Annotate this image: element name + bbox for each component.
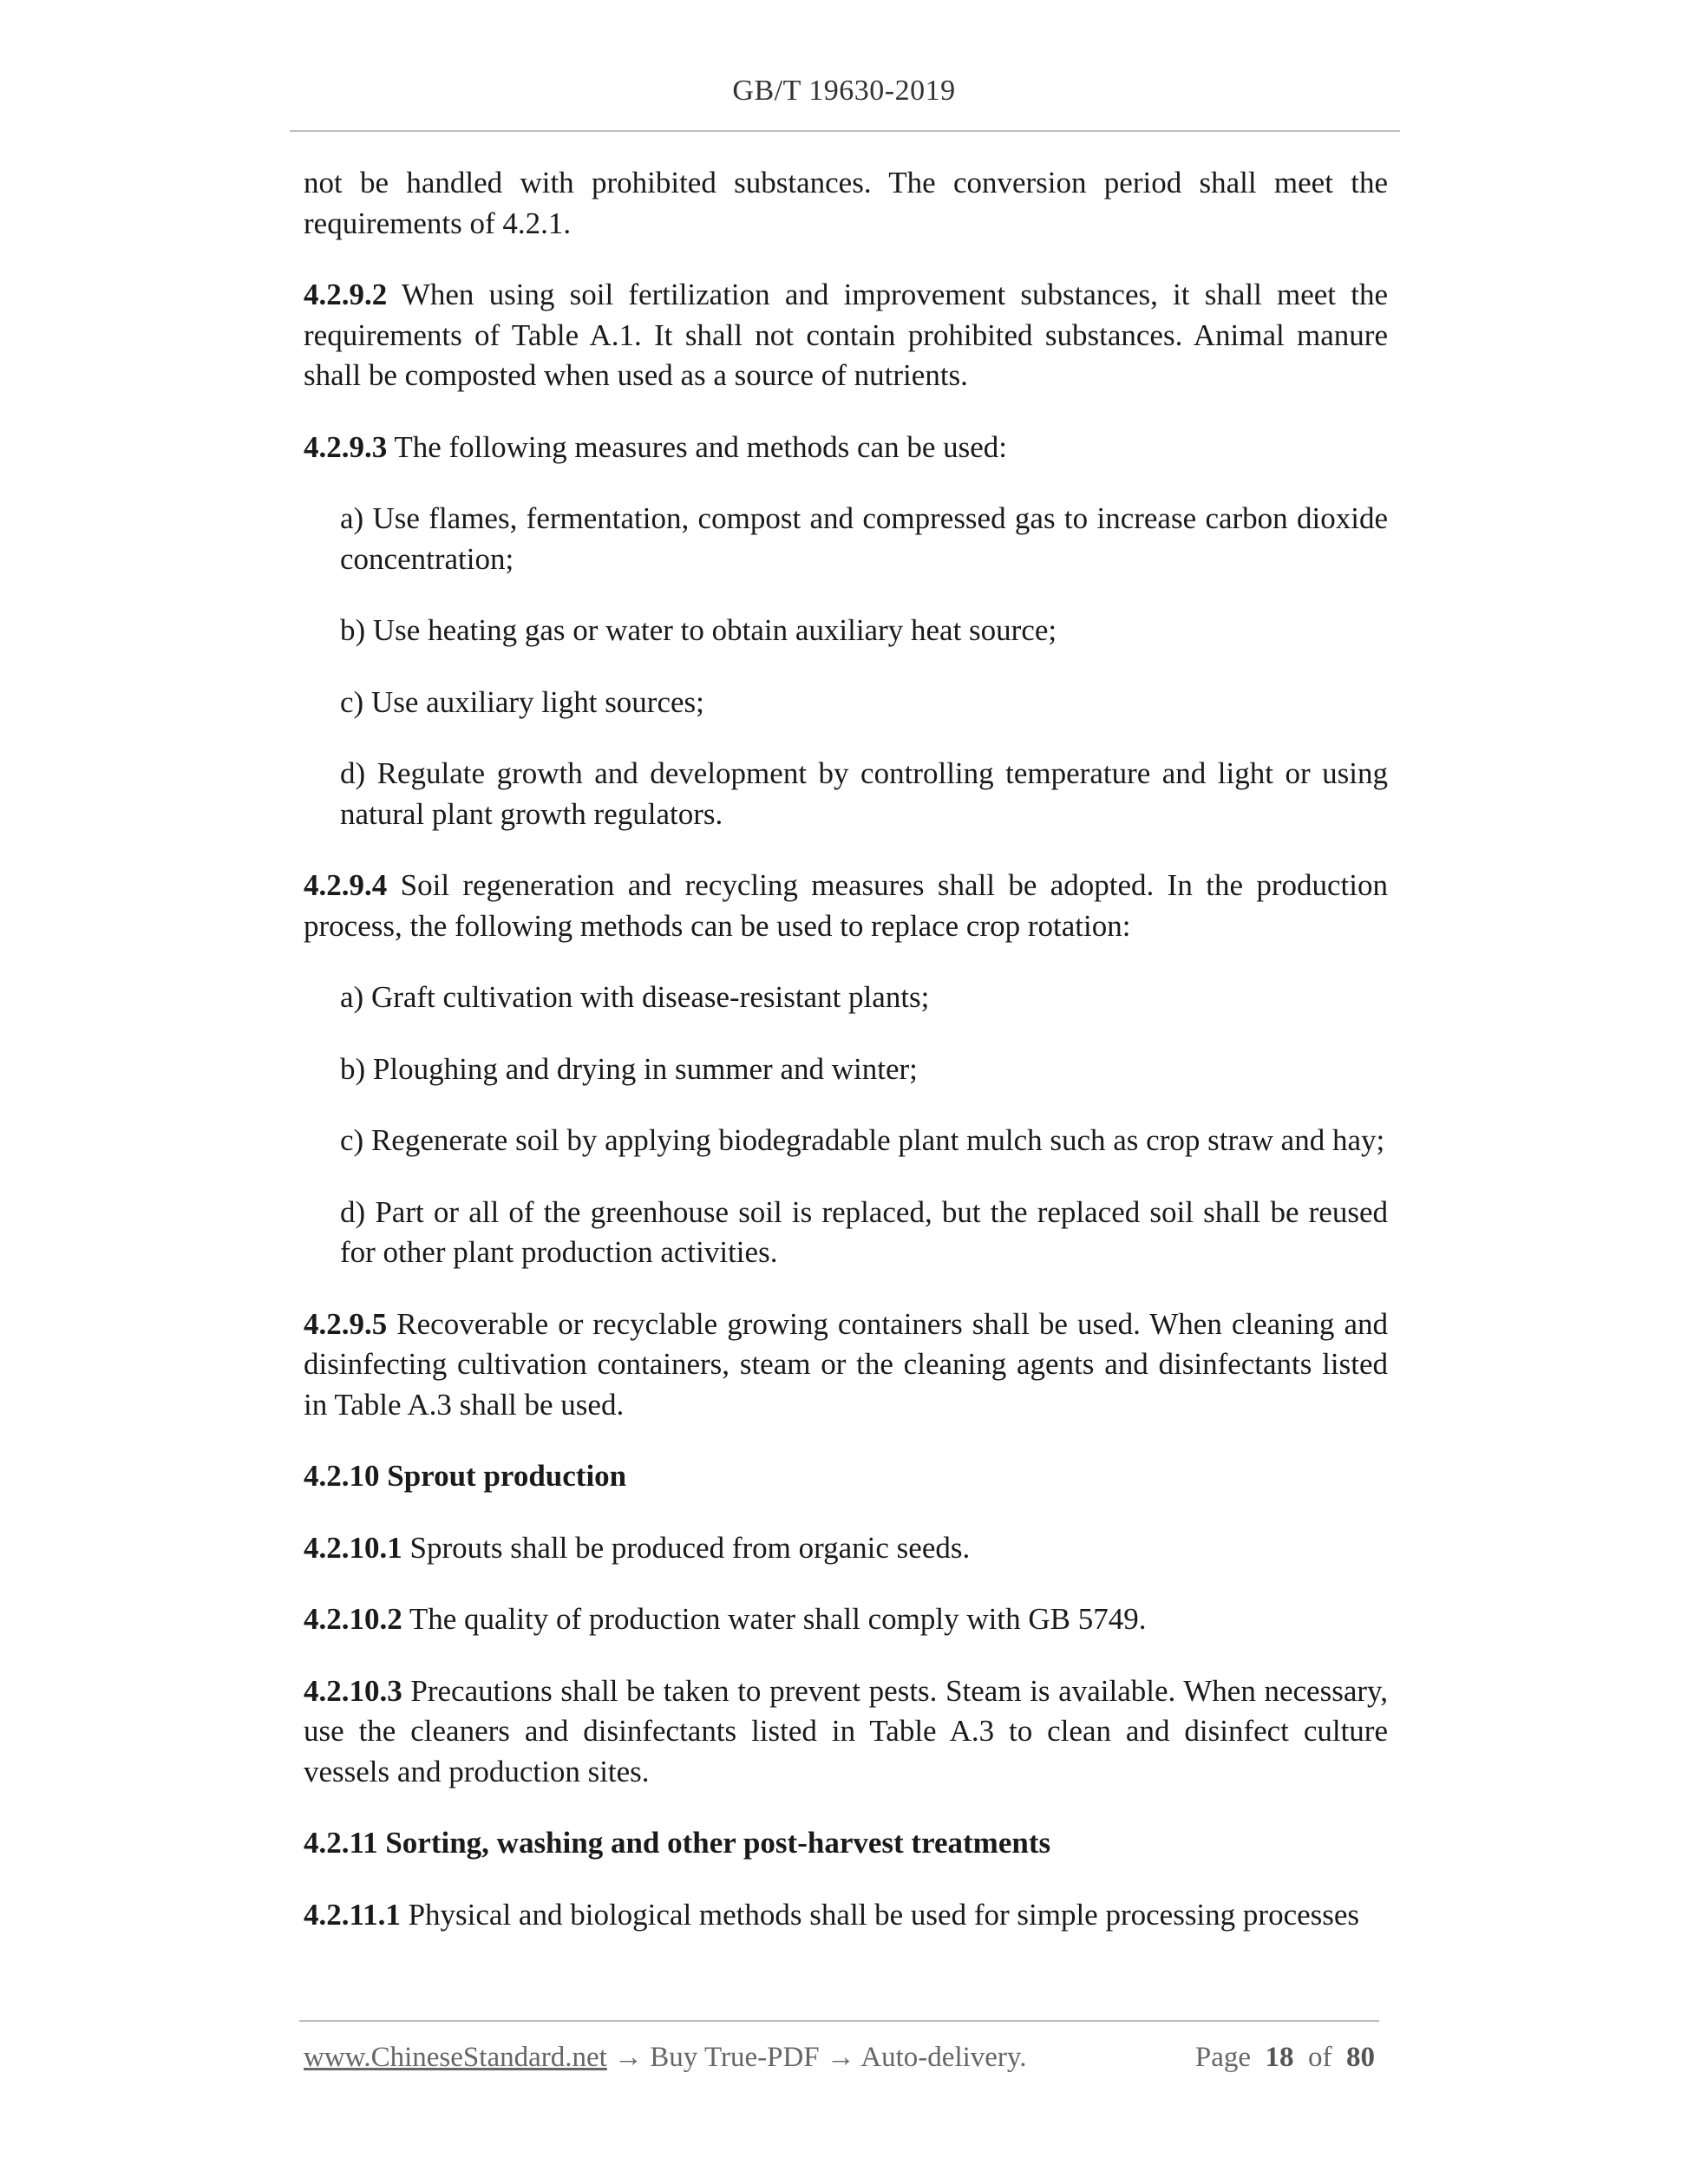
clause-number: 4.2.10.1 bbox=[304, 1530, 402, 1565]
clause-text: The quality of production water shall comply with GB 5749. bbox=[402, 1602, 1147, 1636]
header-divider bbox=[290, 130, 1400, 132]
list-item: c) Regenerate soil by applying biodegradable plant mulch such as crop straw and hay; bbox=[340, 1123, 1385, 1157]
footer-divider bbox=[299, 2020, 1379, 2022]
footer-tagline: → Buy True-PDF → Auto-delivery. bbox=[606, 2042, 1027, 2073]
section-heading-4-2-10: 4.2.10 Sprout production bbox=[304, 1459, 627, 1493]
list-item: a) Graft cultivation with disease-resistant plants; bbox=[340, 980, 930, 1014]
of-label: of bbox=[1308, 2042, 1332, 2073]
clause-number: 4.2.9.2 bbox=[304, 278, 388, 311]
list-item: b) Ploughing and drying in summer and winter; bbox=[340, 1051, 918, 1086]
clause-number: 4.2.9.3 bbox=[304, 429, 388, 464]
clause-4-2-9-5 bbox=[304, 1305, 1388, 1426]
list-item: d) Regulate growth and development by controlling temperature and light or using natural plant growth regulators. bbox=[340, 756, 1388, 831]
clause-number: 4.2.9.4 bbox=[304, 868, 388, 902]
clause-4-2-10-2 bbox=[304, 1599, 1388, 1640]
site-link[interactable]: www.ChineseStandard.net bbox=[304, 2042, 607, 2073]
footer-promo bbox=[304, 2042, 1027, 2074]
page-indicator bbox=[1195, 2042, 1375, 2074]
clause-4-2-9-4 bbox=[304, 866, 1388, 946]
document-id-header: GB/T 19630-2019 bbox=[732, 75, 956, 107]
clause-4-2-10-3 bbox=[304, 1671, 1388, 1793]
clause-text: Sprouts shall be produced from organic seeds. bbox=[402, 1530, 971, 1565]
paragraph-continuation: not be handled with prohibited substances. The conversion period shall meet the requirements of 4.2.1. bbox=[304, 166, 1388, 240]
page-total: 80 bbox=[1346, 2042, 1375, 2073]
clause-number: 4.2.10.2 bbox=[304, 1602, 402, 1636]
clause-text: The following measures and methods can be used: bbox=[387, 429, 1007, 464]
clause-number: 4.2.9.5 bbox=[304, 1306, 388, 1341]
clause-4-2-11-1 bbox=[304, 1895, 1388, 1936]
clause-number: 4.2.11.1 bbox=[304, 1897, 401, 1932]
clause-text: Soil regeneration and recycling measures shall be adopted. In the production process, the following methods can be used to replace crop rotation: bbox=[304, 868, 1388, 943]
clause-text: Recoverable or recyclable growing containers shall be used. When cleaning and disinfecting cultivation containers, steam or the cleaning agents and disinfectants listed in Table A.3 shall be used. bbox=[304, 1306, 1388, 1422]
clause-4-2-9-3 bbox=[304, 428, 1388, 468]
clause-4-2-9-2 bbox=[304, 275, 1388, 396]
section-heading-4-2-11: 4.2.11 Sorting, washing and other post-harvest treatments bbox=[304, 1826, 1051, 1860]
page-label: Page bbox=[1194, 2042, 1251, 2073]
clause-text: When using soil fertilization and improvement substances, it shall meet the requirements of Table A.1. It shall not contain prohibited substances. Animal manure shall be composted when used as a source of nutrients. bbox=[304, 278, 1388, 392]
page-content bbox=[304, 163, 1388, 1966]
clause-number: 4.2.10.3 bbox=[304, 1673, 402, 1708]
list-item: b) Use heating gas or water to obtain auxiliary heat source; bbox=[340, 613, 1057, 647]
list-item: c) Use auxiliary light sources; bbox=[340, 684, 704, 719]
list-item: d) Part or all of the greenhouse soil is replaced, but the replaced soil shall be reused for other plant production activities. bbox=[340, 1194, 1388, 1269]
list-item: a) Use flames, fermentation, compost and compressed gas to increase carbon dioxide concentration; bbox=[340, 501, 1388, 576]
clause-text: Precautions shall be taken to prevent pests. Steam is available. When necessary, use the cleaners and disinfectants listed in Table A.3 to clean and disinfect culture vessels and production sites. bbox=[304, 1673, 1388, 1788]
clause-4-2-10-1 bbox=[304, 1528, 1388, 1569]
clause-text: Physical and biological methods shall be used for simple processing processes bbox=[400, 1897, 1360, 1932]
page-number: 18 bbox=[1265, 2042, 1294, 2073]
